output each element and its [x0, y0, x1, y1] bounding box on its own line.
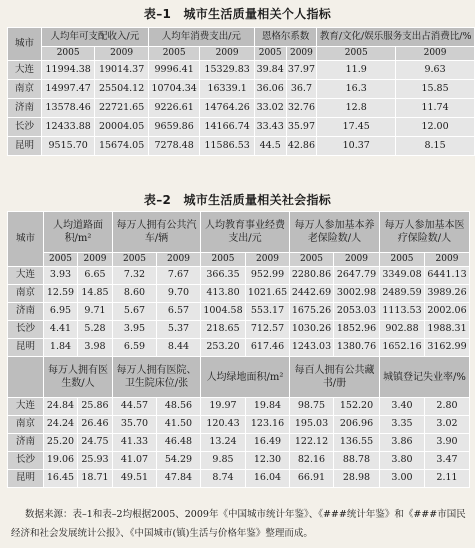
source-note: 数据来源：表–1和表–2均根据2005、2009年《中国城市统计年鉴》、《###统计年鉴》和《###市国民经济和社会发展统计公报》、《中国城市(镇)生活与价格年鉴》整理而成。 [11, 509, 466, 539]
value-cell: 35.97 [286, 118, 317, 137]
value-cell: 13578.46 [41, 99, 94, 118]
value-cell: 617.46 [246, 339, 290, 357]
value-cell: 8.74 [201, 470, 246, 488]
city-cell: 济南 [8, 303, 44, 321]
year-header: 2009 [157, 253, 201, 267]
value-cell: 19.84 [246, 398, 290, 416]
value-cell: 35.70 [113, 416, 157, 434]
table2-header-row [8, 357, 470, 398]
year-header: 2009 [334, 253, 380, 267]
value-cell: 4.41 [44, 321, 78, 339]
table1 [7, 27, 475, 156]
value-cell: 25.86 [78, 398, 113, 416]
value-cell: 9659.86 [148, 118, 200, 137]
value-cell: 37.97 [286, 61, 317, 80]
city-header: 城市 [8, 28, 42, 61]
column-header: 人均教育事业经费支出/元 [201, 212, 290, 253]
city-cell: 长沙 [8, 452, 44, 470]
value-cell: 22721.65 [95, 99, 148, 118]
table2-title: 表–2 城市生活质量相关社会指标 [143, 193, 332, 207]
city-cell: 南京 [8, 285, 44, 303]
table1-year-row [8, 47, 475, 61]
year-header: 2009 [396, 47, 475, 61]
value-cell: 136.55 [334, 434, 380, 452]
value-cell: 1021.65 [246, 285, 290, 303]
value-cell: 253.20 [201, 339, 246, 357]
value-cell: 19014.37 [95, 61, 148, 80]
value-cell: 25.20 [44, 434, 78, 452]
value-cell: 9515.70 [41, 137, 94, 156]
value-cell: 6441.13 [425, 267, 470, 285]
column-header: 每万人拥有医院、卫生院床位/张 [113, 357, 201, 398]
year-header: 2005 [44, 253, 78, 267]
value-cell: 16.49 [246, 434, 290, 452]
value-cell: 10.37 [317, 137, 396, 156]
value-cell: 11.74 [396, 99, 475, 118]
table-row [8, 452, 470, 470]
value-cell: 2489.59 [380, 285, 425, 303]
value-cell: 3.80 [380, 452, 425, 470]
value-cell: 42.86 [286, 137, 317, 156]
value-cell: 6.65 [78, 267, 113, 285]
table-row [8, 434, 470, 452]
value-cell: 33.02 [254, 99, 286, 118]
value-cell: 8.44 [157, 339, 201, 357]
value-cell: 3349.08 [380, 267, 425, 285]
value-cell: 218.65 [201, 321, 246, 339]
value-cell: 14997.47 [41, 80, 94, 99]
value-cell: 39.84 [254, 61, 286, 80]
year-header: 2005 [317, 47, 396, 61]
value-cell: 3002.98 [334, 285, 380, 303]
year-header: 2009 [286, 47, 317, 61]
city-cell: 大连 [8, 267, 44, 285]
value-cell: 6.95 [44, 303, 78, 321]
value-cell: 3.02 [425, 416, 470, 434]
table-row [8, 339, 470, 357]
value-cell: 44.5 [254, 137, 286, 156]
value-cell: 24.84 [44, 398, 78, 416]
table1-title: 表–1 城市生活质量相关个人指标 [143, 7, 332, 21]
value-cell: 36.06 [254, 80, 286, 99]
value-cell: 3.00 [380, 470, 425, 488]
value-cell: 1988.31 [425, 321, 470, 339]
value-cell: 46.48 [157, 434, 201, 452]
value-cell: 1004.58 [201, 303, 246, 321]
column-header: 每万人参加基本养老保险数/人 [290, 212, 380, 253]
value-cell: 3.90 [425, 434, 470, 452]
table-row [8, 321, 470, 339]
value-cell: 123.16 [246, 416, 290, 434]
year-header: 2005 [41, 47, 94, 61]
table-row [8, 137, 475, 156]
value-cell: 3.40 [380, 398, 425, 416]
city-cell: 昆明 [8, 470, 44, 488]
value-cell: 16.04 [246, 470, 290, 488]
value-cell: 14764.26 [200, 99, 254, 118]
year-header: 2005 [254, 47, 286, 61]
column-header: 每万人参加基本医疗保险数/人 [380, 212, 470, 253]
value-cell: 3.35 [380, 416, 425, 434]
value-cell: 3.86 [380, 434, 425, 452]
value-cell: 5.67 [113, 303, 157, 321]
value-cell: 3.93 [44, 267, 78, 285]
value-cell: 8.15 [396, 137, 475, 156]
year-header: 2005 [380, 253, 425, 267]
city-cell: 昆明 [8, 339, 44, 357]
value-cell: 3989.26 [425, 285, 470, 303]
column-header: 人均年可支配收入/元 [41, 28, 148, 47]
city-cell: 济南 [8, 99, 42, 118]
value-cell: 19.06 [44, 452, 78, 470]
year-header: 2005 [290, 253, 334, 267]
value-cell: 195.03 [290, 416, 334, 434]
value-cell: 2002.06 [425, 303, 470, 321]
column-header: 城镇登记失业率/% [380, 357, 470, 398]
value-cell: 16339.1 [200, 80, 254, 99]
value-cell: 9996.41 [148, 61, 200, 80]
value-cell: 26.46 [78, 416, 113, 434]
value-cell: 9.70 [157, 285, 201, 303]
value-cell: 5.28 [78, 321, 113, 339]
value-cell: 952.99 [246, 267, 290, 285]
value-cell: 1.84 [44, 339, 78, 357]
table2-year-row [8, 253, 470, 267]
value-cell: 15329.83 [200, 61, 254, 80]
value-cell: 12.59 [44, 285, 78, 303]
value-cell: 82.16 [290, 452, 334, 470]
value-cell: 206.96 [334, 416, 380, 434]
value-cell: 48.56 [157, 398, 201, 416]
city-cell: 大连 [8, 398, 44, 416]
city-cell: 大连 [8, 61, 42, 80]
value-cell: 11994.38 [41, 61, 94, 80]
column-header: 人均年消费支出/元 [148, 28, 254, 47]
value-cell: 18.71 [78, 470, 113, 488]
value-cell: 1030.26 [290, 321, 334, 339]
table-row [8, 398, 470, 416]
value-cell: 2.11 [425, 470, 470, 488]
value-cell: 2053.03 [334, 303, 380, 321]
table1-header-row [8, 28, 475, 47]
column-header: 恩格尔系数 [254, 28, 317, 47]
value-cell: 5.37 [157, 321, 201, 339]
value-cell: 36.7 [286, 80, 317, 99]
table-row [8, 99, 475, 118]
value-cell: 1675.26 [290, 303, 334, 321]
year-header: 2009 [246, 253, 290, 267]
value-cell: 2442.69 [290, 285, 334, 303]
value-cell: 20004.05 [95, 118, 148, 137]
value-cell: 12.8 [317, 99, 396, 118]
table-row [8, 61, 475, 80]
value-cell: 9.63 [396, 61, 475, 80]
value-cell: 1380.76 [334, 339, 380, 357]
value-cell: 7.67 [157, 267, 201, 285]
value-cell: 24.75 [78, 434, 113, 452]
value-cell: 1852.96 [334, 321, 380, 339]
value-cell: 33.43 [254, 118, 286, 137]
value-cell: 9226.61 [148, 99, 200, 118]
value-cell: 19.97 [201, 398, 246, 416]
value-cell: 25.93 [78, 452, 113, 470]
value-cell: 7.32 [113, 267, 157, 285]
year-header: 2005 [201, 253, 246, 267]
value-cell: 902.88 [380, 321, 425, 339]
table-row [8, 118, 475, 137]
value-cell: 32.76 [286, 99, 317, 118]
city-header: 城市 [8, 212, 44, 267]
value-cell: 2.80 [425, 398, 470, 416]
table-row [8, 303, 470, 321]
value-cell: 8.60 [113, 285, 157, 303]
column-header: 每百人拥有公共藏书/册 [290, 357, 380, 398]
value-cell: 3.95 [113, 321, 157, 339]
value-cell: 24.24 [44, 416, 78, 434]
value-cell: 49.51 [113, 470, 157, 488]
city-cell: 南京 [8, 80, 42, 99]
city-cell: 长沙 [8, 118, 42, 137]
blank-header [8, 357, 44, 398]
table-row [8, 267, 470, 285]
value-cell: 15674.05 [95, 137, 148, 156]
year-header: 2009 [200, 47, 254, 61]
value-cell: 11586.53 [200, 137, 254, 156]
year-header: 2005 [148, 47, 200, 61]
value-cell: 41.50 [157, 416, 201, 434]
value-cell: 44.57 [113, 398, 157, 416]
value-cell: 25504.12 [95, 80, 148, 99]
value-cell: 17.45 [317, 118, 396, 137]
year-header: 2009 [425, 253, 470, 267]
value-cell: 16.3 [317, 80, 396, 99]
table-row [8, 80, 475, 99]
year-header: 2009 [95, 47, 148, 61]
value-cell: 3162.99 [425, 339, 470, 357]
year-header: 2005 [113, 253, 157, 267]
value-cell: 2647.79 [334, 267, 380, 285]
value-cell: 14166.74 [200, 118, 254, 137]
value-cell: 3.47 [425, 452, 470, 470]
value-cell: 120.43 [201, 416, 246, 434]
value-cell: 1113.53 [380, 303, 425, 321]
column-header: 人均道路面积/m² [44, 212, 113, 253]
value-cell: 712.57 [246, 321, 290, 339]
value-cell: 6.59 [113, 339, 157, 357]
value-cell: 152.20 [334, 398, 380, 416]
value-cell: 12.00 [396, 118, 475, 137]
value-cell: 6.57 [157, 303, 201, 321]
value-cell: 98.75 [290, 398, 334, 416]
value-cell: 12433.88 [41, 118, 94, 137]
year-header: 2009 [78, 253, 113, 267]
value-cell: 553.17 [246, 303, 290, 321]
value-cell: 9.85 [201, 452, 246, 470]
value-cell: 54.29 [157, 452, 201, 470]
city-cell: 昆明 [8, 137, 42, 156]
column-header: 每万人拥有医生数/人 [44, 357, 113, 398]
value-cell: 47.84 [157, 470, 201, 488]
value-cell: 3.98 [78, 339, 113, 357]
column-header: 每万人拥有公共汽车/辆 [113, 212, 201, 253]
value-cell: 41.07 [113, 452, 157, 470]
value-cell: 366.35 [201, 267, 246, 285]
table-row [8, 470, 470, 488]
value-cell: 2280.86 [290, 267, 334, 285]
value-cell: 28.98 [334, 470, 380, 488]
column-header: 人均绿地面积/m² [201, 357, 290, 398]
value-cell: 10704.34 [148, 80, 200, 99]
value-cell: 41.33 [113, 434, 157, 452]
value-cell: 88.78 [334, 452, 380, 470]
value-cell: 66.91 [290, 470, 334, 488]
value-cell: 7278.48 [148, 137, 200, 156]
value-cell: 122.12 [290, 434, 334, 452]
column-header: 教育/文化/娱乐服务支出占消费比/% [317, 28, 475, 47]
value-cell: 413.80 [201, 285, 246, 303]
table-row [8, 285, 470, 303]
table-row [8, 416, 470, 434]
value-cell: 16.45 [44, 470, 78, 488]
value-cell: 1652.16 [380, 339, 425, 357]
value-cell: 1243.03 [290, 339, 334, 357]
city-cell: 长沙 [8, 321, 44, 339]
value-cell: 14.85 [78, 285, 113, 303]
value-cell: 15.85 [396, 80, 475, 99]
value-cell: 11.9 [317, 61, 396, 80]
table2 [7, 211, 470, 488]
city-cell: 济南 [8, 434, 44, 452]
value-cell: 9.71 [78, 303, 113, 321]
value-cell: 13.24 [201, 434, 246, 452]
value-cell: 12.30 [246, 452, 290, 470]
city-cell: 南京 [8, 416, 44, 434]
table2-header-row [8, 212, 470, 253]
